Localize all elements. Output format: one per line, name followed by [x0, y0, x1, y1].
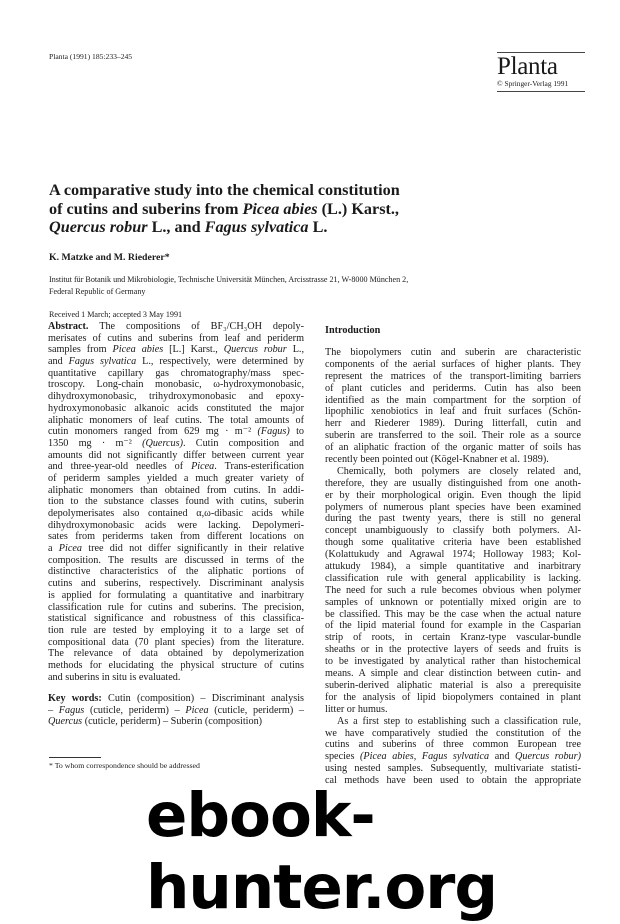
text-line: sates from periderms taken from different locations on [48, 531, 304, 543]
introduction-heading: Introduction [325, 325, 381, 336]
text-line: Quercus robur L., and Fagus sylvatica L. [49, 218, 328, 236]
text-line: Key words: Cutin (composition) – Discriminant analysis [48, 693, 304, 704]
text-line: recently been pointed out (Kögel-Knabner et al. 1989). [325, 454, 549, 466]
text-line: compositional data (70 plant species) from the literature. [48, 636, 304, 648]
abstract [48, 321, 304, 683]
text-line: (Kolattukudy and Agrawal 1974; Holloway 1983; Kol- [325, 549, 581, 561]
watermark: ebook-hunter.org [146, 780, 498, 923]
paragraph [325, 466, 581, 716]
text-line: of periderm samples yielded a much greater variety of [48, 472, 304, 484]
text-line: we have comparatively studied the constitution of the [325, 727, 581, 739]
introduction-body [325, 347, 581, 787]
text-line: of plant cuticles and periderms. Cutin has also been [325, 382, 581, 394]
text-line: and suberins in situ is evaluated. [48, 671, 181, 683]
keywords [48, 693, 304, 728]
text-line: identified as the main compartment for the sorption of [325, 394, 581, 406]
text-line: during the past twenty years, there is still no general [325, 513, 581, 525]
text-line: herr and Riederer 1989). During litterfall, cutin and [325, 418, 581, 430]
text-line: Abstract. The compositions of BF₃/CH₃OH depoly- [48, 321, 304, 332]
text-line: methods for elucidating the physical structure of cutins [48, 659, 304, 671]
paragraph [48, 321, 304, 683]
text-line: dihydroxymonobasic, trihydroxymonobasic and epoxy- [48, 391, 304, 403]
text-line: and Fagus sylvatica L., respectively, were determined by [48, 356, 304, 368]
text-line: cutin monomers ranged from 629 mg · m⁻² (Fagus) to [48, 426, 304, 438]
text-line: litter or humus. [325, 703, 388, 715]
text-line: classification rule with general applicability is lacking. [325, 572, 581, 584]
text-line: er by their morphological origin. Even though the lipid [325, 489, 581, 501]
text-line: a Picea tree did not differ significantly in their relative [48, 543, 304, 555]
authors: K. Matzke and M. Riederer* [49, 252, 170, 263]
text-line: cutins and suberins, respectively. Discriminant analysis [48, 578, 304, 590]
logo-name: Planta [497, 53, 558, 80]
text-line: species (Picea abies, Fagus sylvatica and Quercus robur) [325, 751, 581, 763]
text-line: polymers of numerous plant species have been examined [325, 501, 581, 513]
article-title [49, 181, 469, 237]
text-line: The biopolymers cutin and suberin are characteristic [325, 347, 581, 358]
text-line: merisates of cutins and suberins from leaf and periderm [48, 332, 304, 344]
text-line: Quercus (cuticle, periderm) – Suberin (composition) [48, 716, 263, 728]
text-line: dihydroxymonobasic acids were lacking. Depolymeri- [48, 519, 304, 531]
text-line: strip of roots, in certain Kranz-type vascular-bundle [325, 632, 581, 644]
text-line: components of the aerial surfaces of higher plants. They [325, 358, 581, 370]
logo-copyright: © Springer-Verlag 1991 [497, 79, 569, 88]
text-line: of the lipid material found for example in the Casparian [325, 620, 581, 632]
paragraph [325, 716, 581, 787]
received-dates: Received 1 March; accepted 3 May 1991 [49, 310, 183, 319]
text-line: concept unambiguously to classify both polymers. Al- [325, 525, 581, 537]
text-line: for the analysis of lipid biopolymers contained in plant [325, 691, 581, 703]
text-line: therefore, they are usually distinguished from one anoth- [325, 477, 581, 489]
text-line: though some qualitative criteria have been established [325, 537, 581, 549]
text-line: depolymerisates also contained α,ω-dibasic acids while [48, 508, 304, 519]
text-line: statistical significance and robustness of this classifica- [48, 613, 304, 625]
text-line: The need for such a rule becomes obvious when polymer [325, 584, 581, 596]
text-line: samples from Picea abies [L.] Karst., Quercus robur L., [48, 344, 305, 356]
text-line: be classified. This may be the case when the actual nature [325, 608, 581, 620]
text-line: quantitative capillary gas chromatography/mass spec- [48, 367, 304, 379]
text-line: using nested samples. Subsequently, multivariate statisti- [325, 763, 581, 775]
text-line: Federal Republic of Germany [49, 286, 146, 296]
text-line: lipophilic xenobiotics in leaf and fruit surfaces (Schön- [325, 406, 581, 418]
text-line: represent the matrices of the transport-limiting barriers [325, 370, 581, 382]
text-line: tion rule are tested by employing it to a large set of [48, 624, 304, 636]
text-line: Institut für Botanik und Mikrobiologie, Technische Universität München, Arcisstrasse 21, W-8000 München 2, [49, 275, 409, 284]
text-line: cutins and suberins of three common European tree [325, 739, 581, 751]
text-line: samples of unknown or potentially mixed origin are to [325, 596, 581, 608]
text-line: means. A simple and clear distinction between cutin- and [325, 668, 581, 680]
text-line: classification rule for cutins and suberins. The precision, [48, 601, 304, 613]
text-line: is applied for formulating a quantitative and inarbitrary [48, 589, 304, 601]
text-line: attukudy 1984), a simple quantitative and inarbitrary [325, 561, 581, 573]
text-line: A comparative study into the chemical constitution [49, 181, 400, 199]
text-line: amounts did not significantly differ between current year [48, 449, 304, 461]
text-line: As a first step to establishing such a classification rule, [337, 715, 581, 727]
text-line: suberin-derived aliphatic material is also a prerequisite [325, 679, 581, 691]
text-line: and three-year-old needles of Picea. Trans-esterification [48, 461, 304, 473]
text-line: The relevance of data obtained by depolymerization [48, 648, 304, 660]
text-line: composition. The results are discussed in terms of the [48, 554, 304, 566]
text-line: troscopy. Long-chain monobasic, ω-hydroxymonobasic, [48, 379, 304, 391]
text-line: aliphatic monomers of leaf cutins. The total amounts of [48, 414, 304, 426]
footnote: * To whom correspondence should be addressed [49, 761, 200, 770]
text-line: distinctive characteristics of the aliphatic portions of [48, 566, 304, 578]
text-line: – Fagus (cuticle, periderm) – Picea (cuticle, periderm) – [48, 704, 304, 716]
text-line: aliphatic monomers than obtained from cutins. In addi- [48, 484, 304, 496]
text-line: suberin are transferred to the soil. Their role as a source [325, 430, 581, 442]
text-line: 1350 mg · m⁻² (Quercus). Cutin composition and [48, 437, 304, 449]
text-line: to be investigated by analytical rather than histochemical [325, 656, 581, 668]
text-line: sheaths or in the protective layers of seeds and fruits is [325, 644, 581, 656]
affiliation [49, 274, 519, 297]
journal-logo [497, 52, 585, 92]
paragraph [325, 347, 581, 466]
journal-reference: Planta (1991) 185:233–245 [49, 52, 133, 61]
text-line: of cutins and suberins from Picea abies (L.) Karst., [49, 199, 399, 218]
text-line: hydroxymonobasic alkanoic acids constituted the major [48, 402, 304, 414]
text-line: Chemically, both polymers are closely related and, [337, 465, 581, 477]
footnote-divider [49, 757, 101, 758]
text-line: of an aliphatic fraction of the organic matter of soils has [325, 442, 581, 454]
text-line: tion to the substance classes found with cutins, suberin [48, 496, 304, 508]
text-line: cal methods have been used to obtain the appropriate [325, 775, 581, 787]
